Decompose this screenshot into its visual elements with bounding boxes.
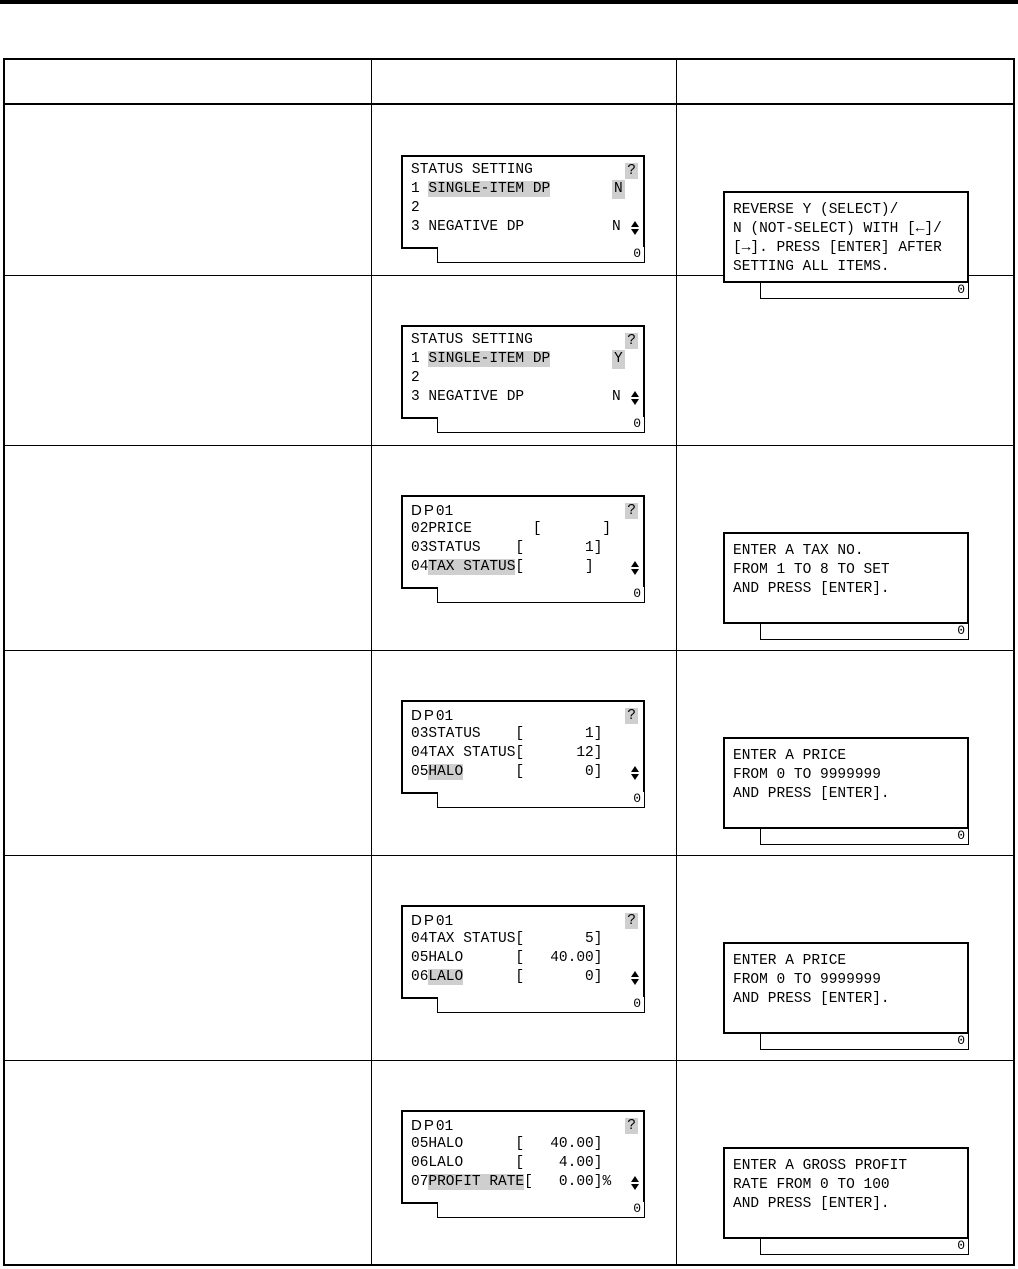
lcd-screen xyxy=(401,1110,645,1204)
row-divider xyxy=(5,1060,1013,1061)
message-line: AND PRESS [ENTER]. xyxy=(733,991,890,1007)
lcd-line: 04TAX STATUS[ ] xyxy=(411,559,594,575)
cursor-highlight: HALO xyxy=(428,764,464,780)
selected-value: N xyxy=(614,181,623,197)
message-line: FROM 1 TO 8 TO SET xyxy=(733,562,890,578)
row-divider xyxy=(5,855,1013,856)
input-field: 0 xyxy=(437,417,645,433)
scroll-arrows-icon xyxy=(630,220,640,236)
message-line: SETTING ALL ITEMS. xyxy=(733,259,890,275)
cursor-highlight: LALO xyxy=(428,969,464,985)
lcd-line: 1 SINGLE-ITEM DP xyxy=(411,351,551,367)
lcd-line: 03STATUS [ 1] xyxy=(411,726,603,742)
lcd-line: 3 NEGATIVE DP xyxy=(411,389,525,405)
message-line: ENTER A PRICE xyxy=(733,748,847,764)
message-line: REVERSE Y (SELECT)/ xyxy=(733,202,899,218)
message-line: FROM 0 TO 9999999 xyxy=(733,972,881,988)
message-input-field: 0 xyxy=(760,829,969,845)
lcd-screen xyxy=(401,495,645,589)
input-field: 0 xyxy=(437,587,645,603)
lcd-line: 03STATUS [ 1] xyxy=(411,540,603,556)
message-line: FROM 0 TO 9999999 xyxy=(733,767,881,783)
scroll-arrows-icon xyxy=(630,560,640,576)
message-box xyxy=(723,191,969,283)
lcd-title: DP01 xyxy=(411,707,454,725)
message-box xyxy=(723,942,969,1034)
lcd-screen xyxy=(401,905,645,999)
message-line: ENTER A PRICE xyxy=(733,953,847,969)
header-rule xyxy=(5,103,1013,105)
lcd-line: 02PRICE [ ] xyxy=(411,521,612,537)
message-box xyxy=(723,1147,969,1239)
selected-value: Y xyxy=(614,351,623,367)
input-field: 0 xyxy=(437,997,645,1013)
lcd-line: 1 SINGLE-ITEM DP xyxy=(411,181,551,197)
scroll-arrows-icon xyxy=(630,1175,640,1191)
message-line: AND PRESS [ENTER]. xyxy=(733,1196,890,1212)
lcd-title: DP01 xyxy=(411,1117,454,1135)
lcd-value: N xyxy=(612,389,621,405)
lcd-line: 05HALO [ 0] xyxy=(411,764,603,780)
lcd-line: 2 xyxy=(411,200,420,216)
lcd-line: STATUS SETTING xyxy=(411,162,533,178)
message-line: [→]. PRESS [ENTER] AFTER xyxy=(733,240,942,256)
cursor-highlight: SINGLE-ITEM DP xyxy=(428,181,551,197)
input-field: 0 xyxy=(437,247,645,263)
column-divider xyxy=(676,60,677,1264)
message-input-field: 0 xyxy=(760,1034,969,1050)
lcd-screen xyxy=(401,155,645,249)
message-line: ENTER A TAX NO. xyxy=(733,543,864,559)
lcd-line: 07PROFIT RATE[ 0.00]% xyxy=(411,1174,612,1190)
lcd-line: 05HALO [ 40.00] xyxy=(411,1136,603,1152)
top-rule xyxy=(0,0,1018,4)
message-input-field: 0 xyxy=(760,1239,969,1255)
lcd-line: 3 NEGATIVE DP xyxy=(411,219,525,235)
column-divider xyxy=(371,60,372,1264)
help-icon: ? xyxy=(627,333,636,349)
lcd-screen xyxy=(401,325,645,419)
cursor-highlight: SINGLE-ITEM DP xyxy=(428,351,551,367)
message-line: AND PRESS [ENTER]. xyxy=(733,786,890,802)
help-icon: ? xyxy=(627,163,636,179)
row-divider xyxy=(5,445,1013,446)
help-icon: ? xyxy=(627,503,636,519)
input-field: 0 xyxy=(437,1202,645,1218)
lcd-line: 2 xyxy=(411,370,420,386)
help-icon: ? xyxy=(627,1118,636,1134)
cursor-highlight: PROFIT RATE xyxy=(428,1174,525,1190)
help-icon: ? xyxy=(627,913,636,929)
lcd-title: DP01 xyxy=(411,502,454,520)
lcd-line: 04TAX STATUS[ 12] xyxy=(411,745,603,761)
lcd-line: 05HALO [ 40.00] xyxy=(411,950,603,966)
lcd-line: 06LALO [ 4.00] xyxy=(411,1155,603,1171)
scroll-arrows-icon xyxy=(630,765,640,781)
scroll-arrows-icon xyxy=(630,970,640,986)
lcd-title: DP01 xyxy=(411,912,454,930)
message-line: RATE FROM 0 TO 100 xyxy=(733,1177,890,1193)
cursor-highlight: TAX STATUS xyxy=(428,559,516,575)
message-line: N (NOT-SELECT) WITH [←]/ xyxy=(733,221,942,237)
lcd-line: 06LALO [ 0] xyxy=(411,969,603,985)
message-input-field: 0 xyxy=(760,624,969,640)
row-divider xyxy=(5,650,1013,651)
scroll-arrows-icon xyxy=(630,390,640,406)
message-line: AND PRESS [ENTER]. xyxy=(733,581,890,597)
input-field: 0 xyxy=(437,792,645,808)
message-input-field: 0 xyxy=(760,283,969,299)
help-icon: ? xyxy=(627,708,636,724)
message-line: ENTER A GROSS PROFIT xyxy=(733,1158,908,1174)
lcd-value: N xyxy=(612,219,621,235)
message-box xyxy=(723,532,969,624)
lcd-line: STATUS SETTING xyxy=(411,332,533,348)
lcd-screen xyxy=(401,700,645,794)
message-box xyxy=(723,737,969,829)
lcd-line: 04TAX STATUS[ 5] xyxy=(411,931,603,947)
